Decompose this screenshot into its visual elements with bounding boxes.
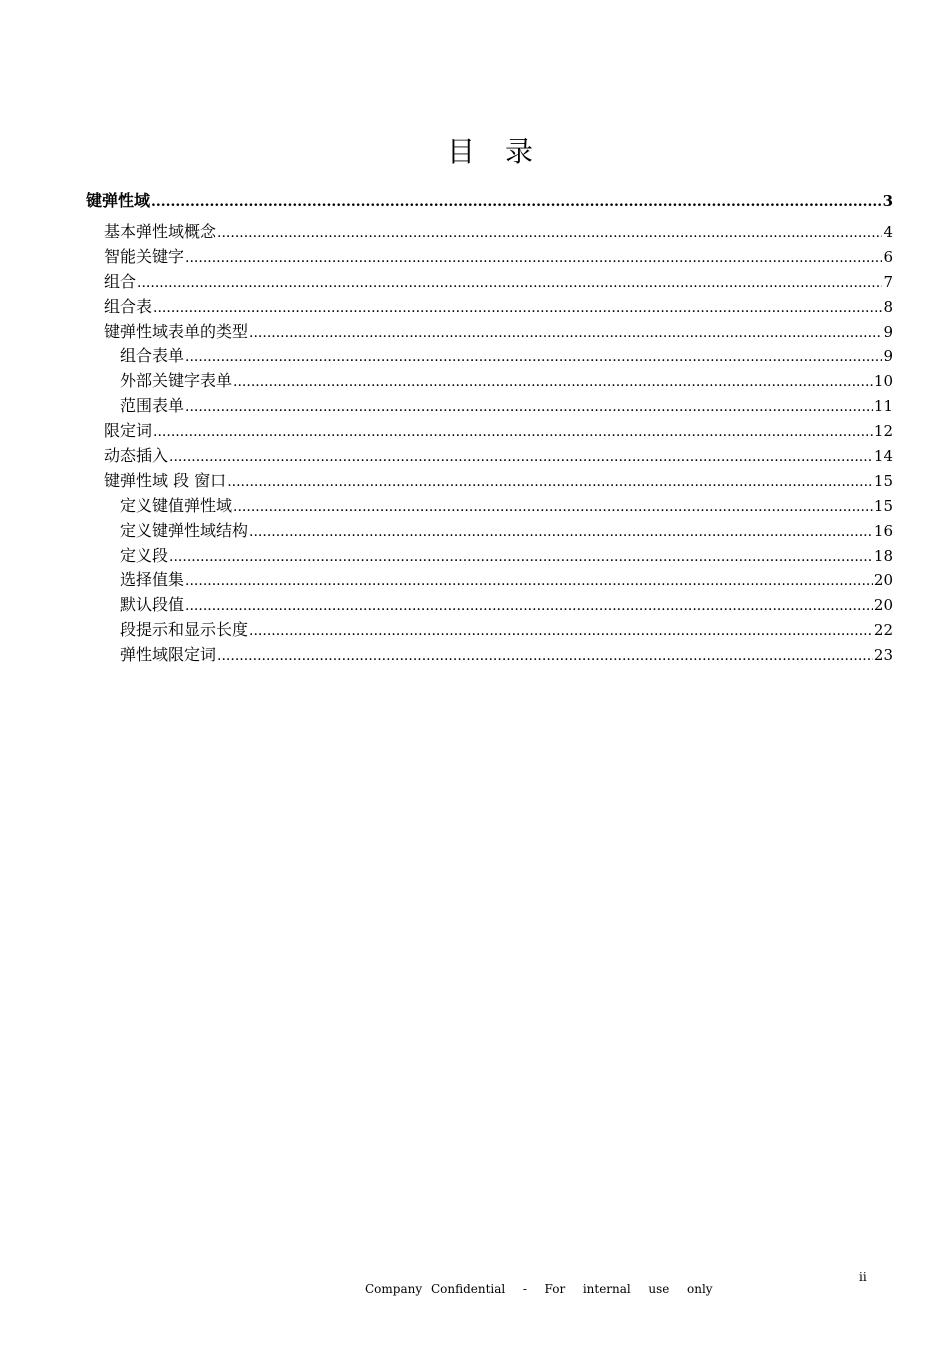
toc-entry-page: 23 [873, 646, 893, 665]
toc-entry[interactable] [86, 643, 893, 668]
toc-entry[interactable] [86, 245, 893, 270]
toc-entry[interactable] [86, 295, 893, 320]
toc-dot-leader [185, 246, 882, 271]
toc-dot-leader [233, 495, 873, 520]
toc-entry-page: 11 [873, 397, 893, 416]
toc-entry-label: 定义段 [120, 545, 169, 565]
toc-entry-key-flexfield[interactable] [86, 186, 893, 215]
toc-entry-label: 默认段值 [120, 595, 185, 615]
toc-entry-page: 20 [873, 571, 893, 590]
toc-entry-page: 9 [883, 347, 893, 366]
toc-entry-label: 键弹性域表单的类型 [104, 321, 249, 341]
toc-entry-page: 3 [882, 192, 893, 210]
toc-dot-leader [137, 271, 882, 296]
toc-dot-leader [233, 370, 873, 395]
toc-entry-label: 组合表 [104, 296, 153, 316]
toc-entry-label: 基本弹性域概念 [104, 222, 217, 241]
toc-entry[interactable] [86, 519, 893, 544]
toc-dot-leader [169, 545, 873, 570]
toc-entry-label: 键弹性域 [86, 191, 151, 210]
toc-entry[interactable] [86, 444, 893, 469]
toc-entry-page: 12 [873, 422, 893, 441]
toc-dot-leader [217, 221, 882, 246]
toc-entry-page: 20 [873, 596, 893, 615]
toc-entry[interactable] [86, 593, 893, 618]
toc-entry-label: 外部关键字表单 [120, 371, 233, 391]
footer-page-number: ii [859, 1270, 867, 1284]
toc-entry-page: 22 [873, 621, 893, 640]
toc-entry[interactable] [86, 270, 893, 295]
toc-entry-page: 7 [883, 272, 893, 291]
toc-entry[interactable] [86, 320, 893, 345]
toc-entry-label: 限定词 [104, 421, 153, 441]
toc-entry-label: 弹性域限定词 [120, 645, 217, 665]
toc-entry-label: 智能关键字 [104, 246, 185, 266]
toc-entry-label: 选择值集 [120, 570, 185, 590]
toc-dot-leader [185, 395, 873, 420]
toc-dot-leader [185, 594, 873, 619]
toc-entry-label: 组合表单 [120, 346, 185, 366]
toc-entry-label: 动态插入 [104, 446, 169, 466]
toc-entry-page: 4 [883, 223, 893, 241]
toc-entry-label: 段提示和显示长度 [120, 620, 249, 640]
toc-entry-page: 16 [873, 521, 893, 540]
toc-entry-page: 8 [883, 297, 893, 316]
title-char-2: 录 [505, 135, 534, 168]
page-title [0, 130, 950, 170]
toc-entry-page: 15 [873, 496, 893, 515]
toc-entry-page: 10 [873, 372, 893, 391]
toc-entry[interactable] [86, 618, 893, 643]
toc-dot-leader [249, 520, 873, 545]
toc-entry-page: 14 [873, 447, 893, 466]
toc-entry-label: 定义键值弹性域 [120, 495, 233, 515]
toc-dot-leader [169, 445, 873, 470]
toc-entry-page: 9 [883, 322, 893, 341]
toc-entry[interactable] [86, 494, 893, 519]
toc-entry[interactable] [86, 469, 893, 494]
toc-dot-leader [227, 470, 873, 495]
toc-entry-page: 18 [873, 546, 893, 565]
toc-entry[interactable] [86, 544, 893, 569]
toc-dot-leader [151, 188, 882, 217]
title-char-1: 目 [446, 135, 475, 168]
toc-dot-leader [153, 296, 882, 321]
toc-entry-page: 6 [883, 247, 893, 266]
toc-dot-leader [185, 345, 882, 370]
toc-dot-leader [153, 420, 873, 445]
toc-entry[interactable] [86, 369, 893, 394]
toc-entry-label: 范围表单 [120, 396, 185, 416]
toc-entry-label: 组合 [104, 271, 137, 291]
toc-entry-label: 定义键弹性域结构 [120, 520, 249, 540]
toc-entry-page: 15 [873, 471, 893, 490]
toc-dot-leader [249, 321, 882, 346]
toc-entry-label: 键弹性域 段 窗口 [104, 470, 227, 490]
footer-confidential-notice: Company Confidential - For internal use only [365, 1282, 713, 1296]
toc-entry[interactable] [86, 220, 893, 245]
toc-dot-leader [185, 569, 873, 594]
toc-entry[interactable] [86, 344, 893, 369]
toc-dot-leader [217, 644, 873, 669]
toc-entry[interactable] [86, 419, 893, 444]
table-of-contents [86, 186, 893, 668]
toc-dot-leader [249, 619, 873, 644]
toc-entry[interactable] [86, 394, 893, 419]
toc-entry[interactable] [86, 568, 893, 593]
